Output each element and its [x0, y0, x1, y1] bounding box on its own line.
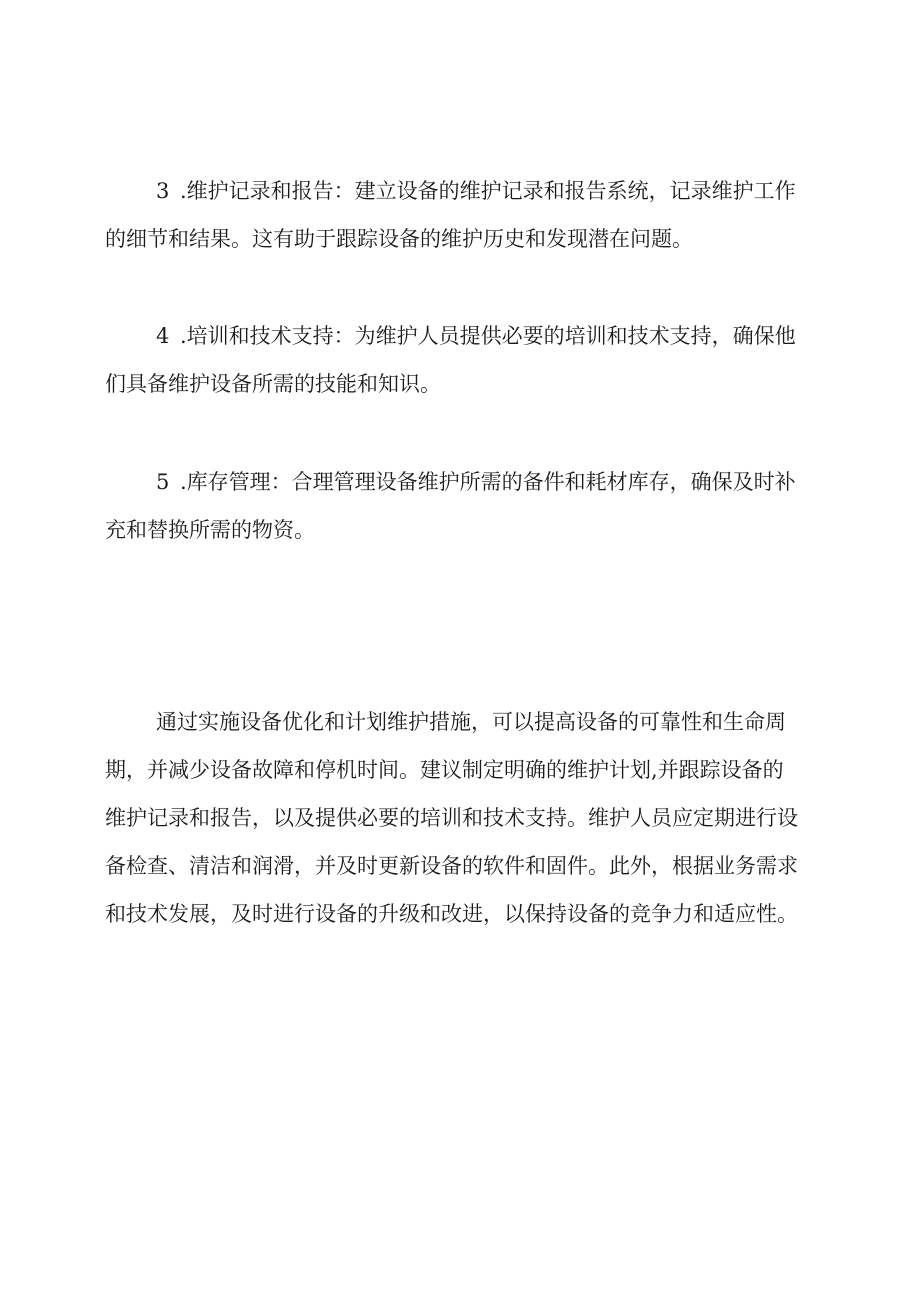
list-item-line: 们具备维护设备所需的技能和知识。	[105, 372, 441, 396]
summary-line: 期，并减少设备故障和停机时间。建议制定明确的维护计划,并跟踪设备的	[105, 758, 784, 782]
list-item-line: 充和替换所需的物资。	[105, 518, 315, 542]
summary-line: 维护记录和报告，以及提供必要的培训和技术支持。维护人员应定期进行设	[105, 806, 798, 830]
list-item-number: 5	[156, 470, 170, 494]
list-item-text: .库存管理：合理管理设备维护所需的备件和耗材库存，确保及时补	[180, 470, 796, 494]
list-item-line	[105, 167, 825, 215]
list-item-training-support	[105, 312, 825, 408]
list-item-inventory-management	[105, 458, 825, 554]
list-item-line	[105, 312, 825, 360]
list-item-text: .培训和技术支持：为维护人员提供必要的培训和技术支持，确保他	[180, 324, 796, 348]
list-item-line: 的细节和结果。这有助于跟踪设备的维护历史和发现潜在问题。	[105, 227, 693, 251]
list-item-maintenance-records	[105, 167, 825, 263]
list-item-number: 4	[156, 324, 170, 348]
summary-paragraph	[105, 698, 825, 938]
list-item-line	[105, 458, 825, 506]
list-item-text: .维护记录和报告：建立设备的维护记录和报告系统，记录维护工作	[180, 179, 796, 203]
summary-line: 和技术发展，及时进行设备的升级和改进，以保持设备的竞争力和适应性。	[105, 902, 798, 926]
summary-line: 通过实施设备优化和计划维护措施，可以提高设备的可靠性和生命周	[156, 710, 786, 734]
list-item-number: 3	[156, 179, 170, 203]
summary-line: 备检查、清洁和润滑，并及时更新设备的软件和固件。此外，根据业务需求	[105, 854, 798, 878]
